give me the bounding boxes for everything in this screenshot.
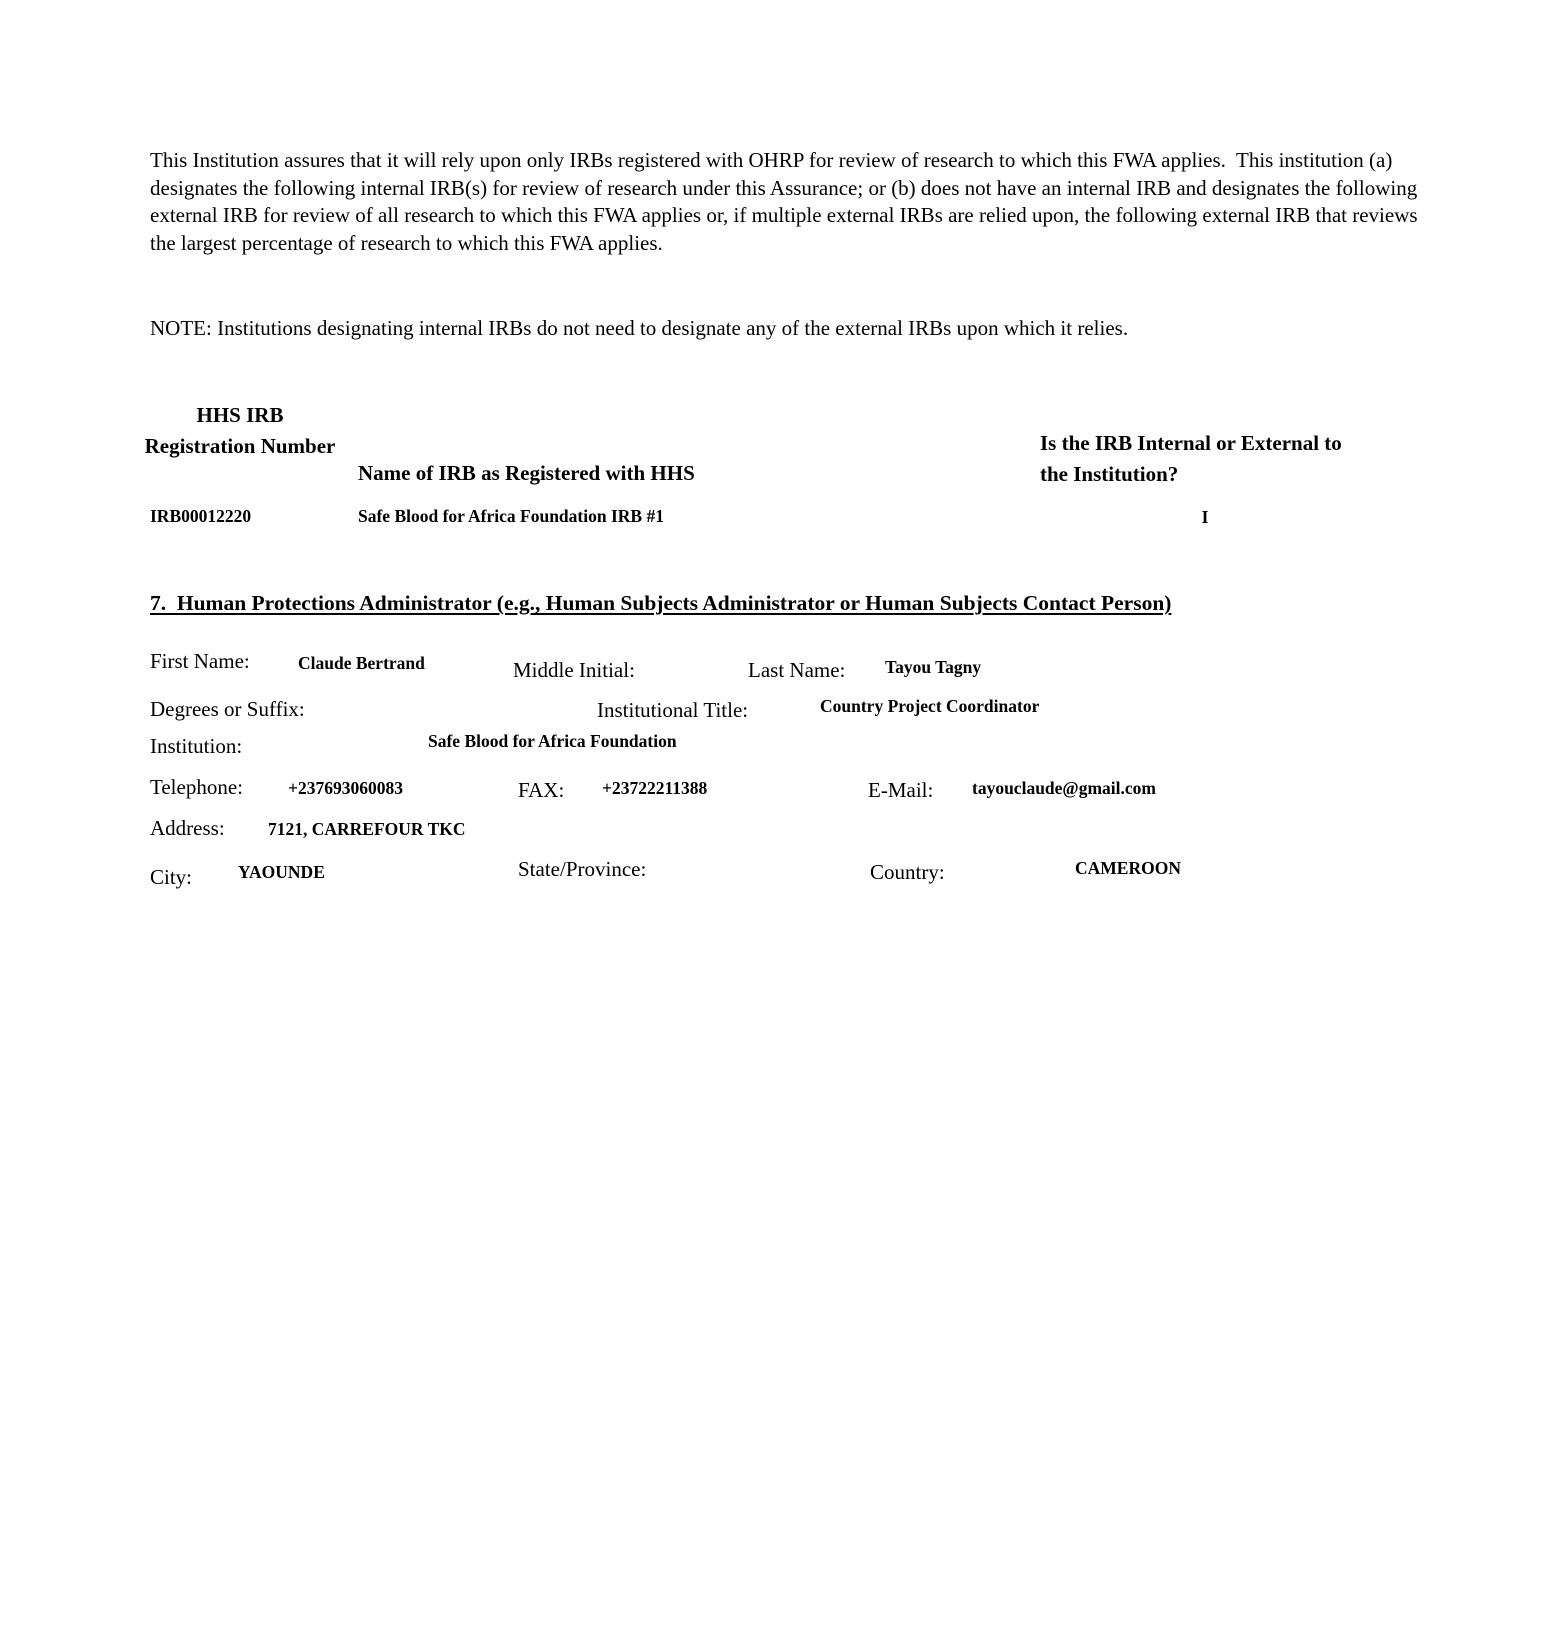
address-label: Address: <box>150 816 225 840</box>
city-value: YAOUNDE <box>238 862 325 882</box>
address-value: 7121, CARREFOUR TKC <box>268 819 466 839</box>
irb-name-cell: Safe Blood for Africa Foundation IRB #1 <box>358 506 664 526</box>
last-name-label: Last Name: <box>748 658 846 682</box>
institution-label: Institution: <box>150 734 243 758</box>
irb-table-header-irb-name: Name of IRB as Registered with HHS <box>358 461 695 485</box>
telephone-label: Telephone: <box>150 775 243 799</box>
middle-initial-label: Middle Initial: <box>513 658 635 682</box>
country-value: CAMEROON <box>1075 858 1181 878</box>
irb-table-header-internal-external: Is the IRB Internal or External to the Institution? <box>1040 431 1348 486</box>
country-label: Country: <box>870 860 945 884</box>
state-province-label: State/Province: <box>518 857 647 881</box>
telephone-value: +237693060083 <box>288 778 403 798</box>
institution-value: Safe Blood for Africa Foundation <box>428 731 677 751</box>
email-value: tayouclaude@gmail.com <box>972 778 1156 798</box>
note-paragraph: NOTE: Institutions designating internal IRBs do not need to designate any of the external IRBs upon which it relies. <box>150 316 1129 340</box>
degrees-suffix-label: Degrees or Suffix: <box>150 697 305 721</box>
first-name-value: Claude Bertrand <box>298 653 425 673</box>
irb-internal-external-cell: I <box>1201 507 1209 527</box>
intro-paragraph: This Institution assures that it will rely upon only IRBs registered with OHRP for review of research to which this FWA applies. This institution (a) designates the following internal IRB(s) for review of research under this Assurance; or (b) does not have an internal IRB and designates the following external IRB for review of all research to which this FWA applies or, if multiple external IRBs are relied upon, the following external IRB that reviews the largest percentage of research to which this FWA applies. <box>150 148 1423 255</box>
email-label: E-Mail: <box>868 778 934 802</box>
institutional-title-value: Country Project Coordinator <box>820 696 1040 716</box>
first-name-label: First Name: <box>150 649 250 673</box>
section7-heading: 7. Human Protections Administrator (e.g., Human Subjects Administrator or Human Subjects Contact Person) <box>150 591 1172 615</box>
fax-label: FAX: <box>518 778 565 802</box>
irb-table-header-registration-number: HHS IRB Registration Number <box>144 403 336 458</box>
city-label: City: <box>150 865 193 889</box>
institutional-title-label: Institutional Title: <box>597 698 749 722</box>
irb-registration-number-cell: IRB00012220 <box>150 506 252 526</box>
last-name-value: Tayou Tagny <box>885 657 982 677</box>
fax-value: +23722211388 <box>602 778 708 798</box>
